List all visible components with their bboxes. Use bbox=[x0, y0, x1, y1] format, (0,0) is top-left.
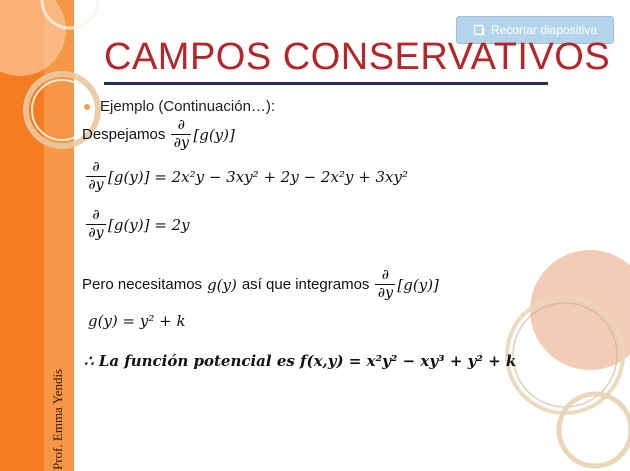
g-of-y: g(y) bbox=[207, 275, 237, 294]
equation-2 bbox=[84, 208, 190, 241]
partial-fraction bbox=[375, 268, 395, 301]
frac-num: ∂ bbox=[381, 267, 390, 283]
frac-den: ∂y bbox=[377, 285, 393, 301]
bullet-text: Ejemplo (Continuación…): bbox=[100, 98, 276, 115]
despejamos-text: Despejamos bbox=[82, 126, 166, 143]
frac-den: ∂y bbox=[88, 225, 104, 241]
bullet-dot-icon bbox=[84, 104, 90, 110]
line-pero-necesitamos bbox=[82, 268, 439, 301]
equation-2-rhs: [g(y)] = 2y bbox=[108, 215, 190, 234]
author-vertical-label: Prof. Emma Yendis bbox=[50, 368, 65, 470]
partial-fraction bbox=[86, 160, 106, 193]
integramos-text: así que integramos bbox=[241, 276, 370, 293]
equation-1 bbox=[84, 160, 408, 193]
equation-3: g(y) = y² + k bbox=[88, 312, 186, 330]
clip-slide-icon bbox=[473, 24, 485, 36]
frac-den: ∂y bbox=[88, 177, 104, 193]
clip-slide-label: Recortar diapositiva bbox=[490, 23, 598, 37]
final-statement: ∴ La función potencial es f(x,y) = x²y² − xy³ + y² + k bbox=[84, 352, 517, 370]
frac-den: ∂y bbox=[173, 135, 189, 151]
equation-1-rhs: [g(y)] = 2x²y − 3xy² + 2y − 2x²y + 3xy² bbox=[108, 167, 408, 186]
partial-fraction bbox=[171, 118, 191, 151]
title-underline bbox=[104, 82, 548, 85]
frac-num: ∂ bbox=[92, 159, 100, 175]
frac-num: ∂ bbox=[177, 117, 185, 133]
partial-fraction bbox=[86, 208, 106, 241]
slide-title: CAMPOS CONSERVATIVOS bbox=[104, 36, 611, 78]
g-bracket: [g(y)] bbox=[193, 125, 235, 144]
pero-text: Pero necesitamos bbox=[82, 276, 203, 293]
decorative-rings-bottom-right bbox=[500, 250, 630, 471]
frac-num: ∂ bbox=[92, 207, 100, 223]
bullet-item bbox=[82, 98, 275, 115]
g-bracket: [g(y)] bbox=[397, 275, 439, 294]
line-despejamos bbox=[82, 118, 235, 151]
